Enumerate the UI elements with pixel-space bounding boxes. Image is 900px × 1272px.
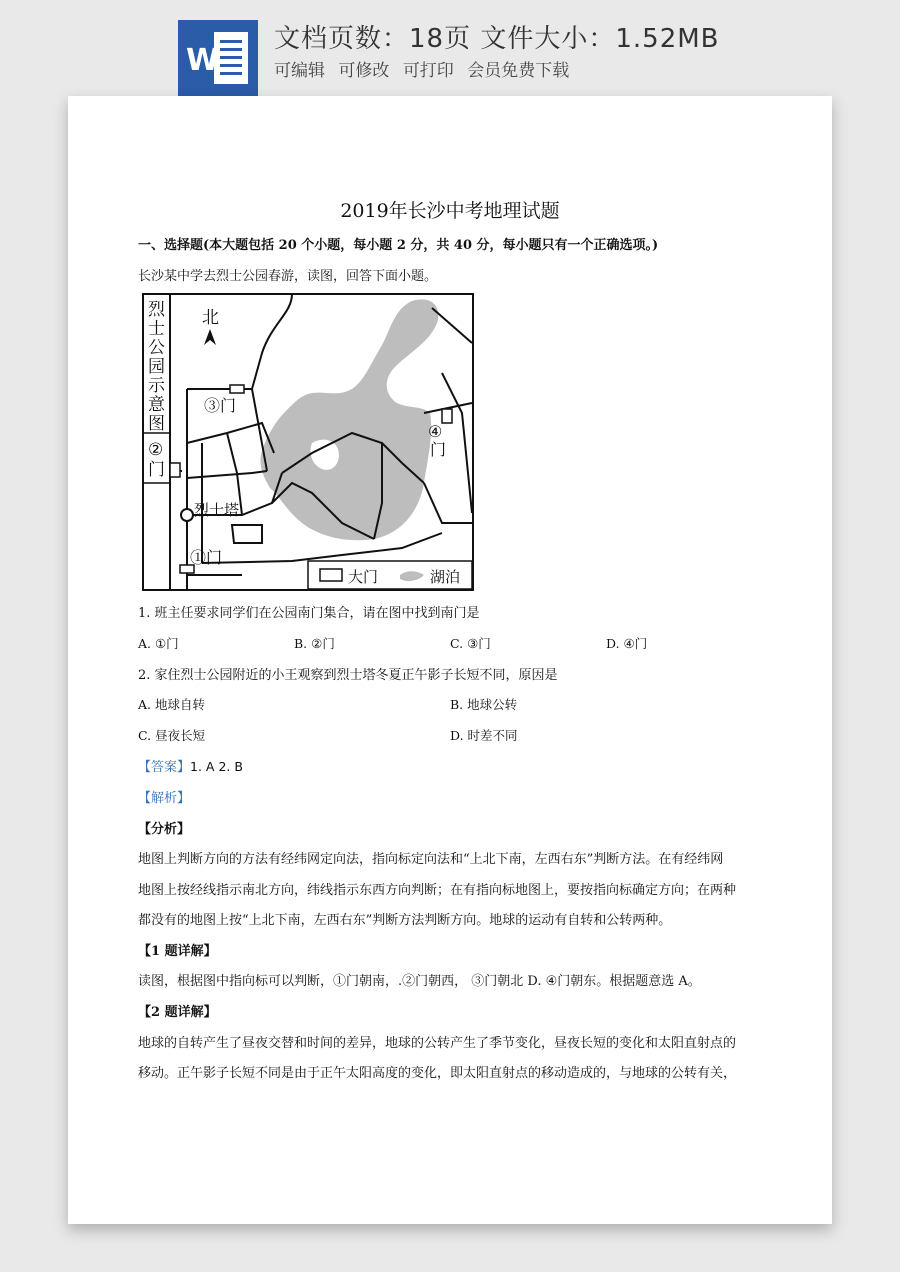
tag-modifiable: 可修改	[338, 61, 390, 81]
q2-option-d: D. 时差不同	[450, 728, 518, 743]
legend-gate-label: 大门	[348, 568, 379, 586]
gate1-label: ①门	[190, 548, 223, 567]
map-title-char: 烈	[148, 300, 165, 320]
tower-marker	[181, 509, 193, 521]
q2-detail-line: 移动。正午影子长短不同是由于正午太阳高度的变化，即太阳直射点的移动造成的，与地球的公转有关，	[138, 1066, 737, 1081]
q1-detail-heading: 【1 题详解】	[138, 944, 217, 959]
document-banner	[0, 0, 900, 100]
q2-option-a: A. 地球自转	[138, 697, 205, 712]
gate4-marker	[442, 409, 452, 423]
q1-option-b: B. ②门	[294, 636, 335, 651]
map-legend	[308, 561, 472, 589]
document-page	[68, 96, 832, 1224]
map-title-char: 园	[148, 357, 165, 377]
gate3-label: ③门	[204, 396, 237, 415]
feature-tags	[274, 56, 577, 81]
park-map	[142, 293, 474, 591]
q1-option-d: D. ④门	[606, 636, 648, 651]
gate4-char: 门	[430, 440, 447, 459]
gate4-number: ④	[428, 422, 443, 441]
q1-detail-line: 读图，根据图中指向标可以判断，①门朝南，.②门朝西， ③门朝北 D. ④门朝东。根据题意选 A。	[138, 974, 701, 989]
fenxi-heading: 【分析】	[138, 822, 191, 837]
map-title-char: 公	[148, 338, 165, 358]
tag-printable: 可打印	[402, 61, 454, 81]
gate3-marker	[230, 385, 244, 393]
fenxi-line: 地图上判断方向的方法有经纬网定向法，指向标定向法和“上北下南，左西右东”判断方法。在有经纬网	[138, 852, 724, 867]
q1-option-c: C. ③门	[450, 636, 491, 651]
map-title-char: 图	[148, 414, 165, 434]
analysis-tag: 【解析】	[138, 791, 191, 806]
map-side-title	[148, 300, 166, 434]
q2-option-b: B. 地球公转	[450, 697, 518, 712]
legend-lake-label: 湖泊	[430, 568, 461, 586]
map-title-char: 意	[148, 395, 165, 415]
north-label: 北	[202, 308, 219, 328]
document-title: 2019年长沙中考地理试题	[340, 200, 560, 222]
answer-text: 1. A 2. B	[190, 759, 243, 774]
gate2-number: ②	[148, 440, 164, 460]
answer-line	[138, 756, 243, 775]
legend-gate-swatch	[320, 569, 342, 581]
word-document-icon	[178, 20, 258, 96]
gate2-marker	[170, 463, 180, 477]
section-heading: 一、选择题(本大题包括 20 个小题，每小题 2 分，共 40 分，每小题只有一个正确选项。)	[138, 238, 659, 253]
question-intro: 长沙某中学去烈士公园春游，读图，回答下面小题。	[138, 269, 438, 284]
tower-label: 烈士塔	[194, 501, 240, 519]
q1-option-a: A. ①门	[138, 636, 179, 651]
tag-member-download[interactable]: 会员免费下载	[467, 61, 570, 81]
tag-editable: 可编辑	[274, 61, 325, 81]
map-title-char: 士	[148, 319, 165, 339]
q2-detail-heading: 【2 题详解】	[138, 1005, 217, 1020]
fenxi-line: 地图上按经线指示南北方向，纬线指示东西方向判断；在有指向标地图上，要按指向标确定方向；在两种	[138, 883, 737, 898]
q2-option-c: C. 昼夜长短	[138, 728, 206, 743]
document-info: 文档页数：18页 文件大小：1.52MB	[274, 24, 720, 54]
gate2-char: 门	[148, 460, 165, 480]
word-logo-letter: W	[186, 43, 220, 78]
q2-detail-line: 地球的自转产生了昼夜交替和时间的差异，地球的公转产生了季节变化，昼夜长短的变化和太阳直射点的	[138, 1036, 737, 1051]
q1-stem: 1. 班主任要求同学们在公园南门集合，请在图中找到南门是	[138, 606, 480, 621]
map-title-char: 示	[148, 376, 165, 396]
q2-stem: 2. 家住烈士公园附近的小王观察到烈士塔冬夏正午影子长短不同，原因是	[138, 668, 558, 683]
fenxi-line: 都没有的地图上按“上北下南，左西右东”判断方法判断方向。地球的运动有自转和公转两种。	[138, 913, 672, 928]
answer-tag: 【答案】	[138, 760, 191, 775]
